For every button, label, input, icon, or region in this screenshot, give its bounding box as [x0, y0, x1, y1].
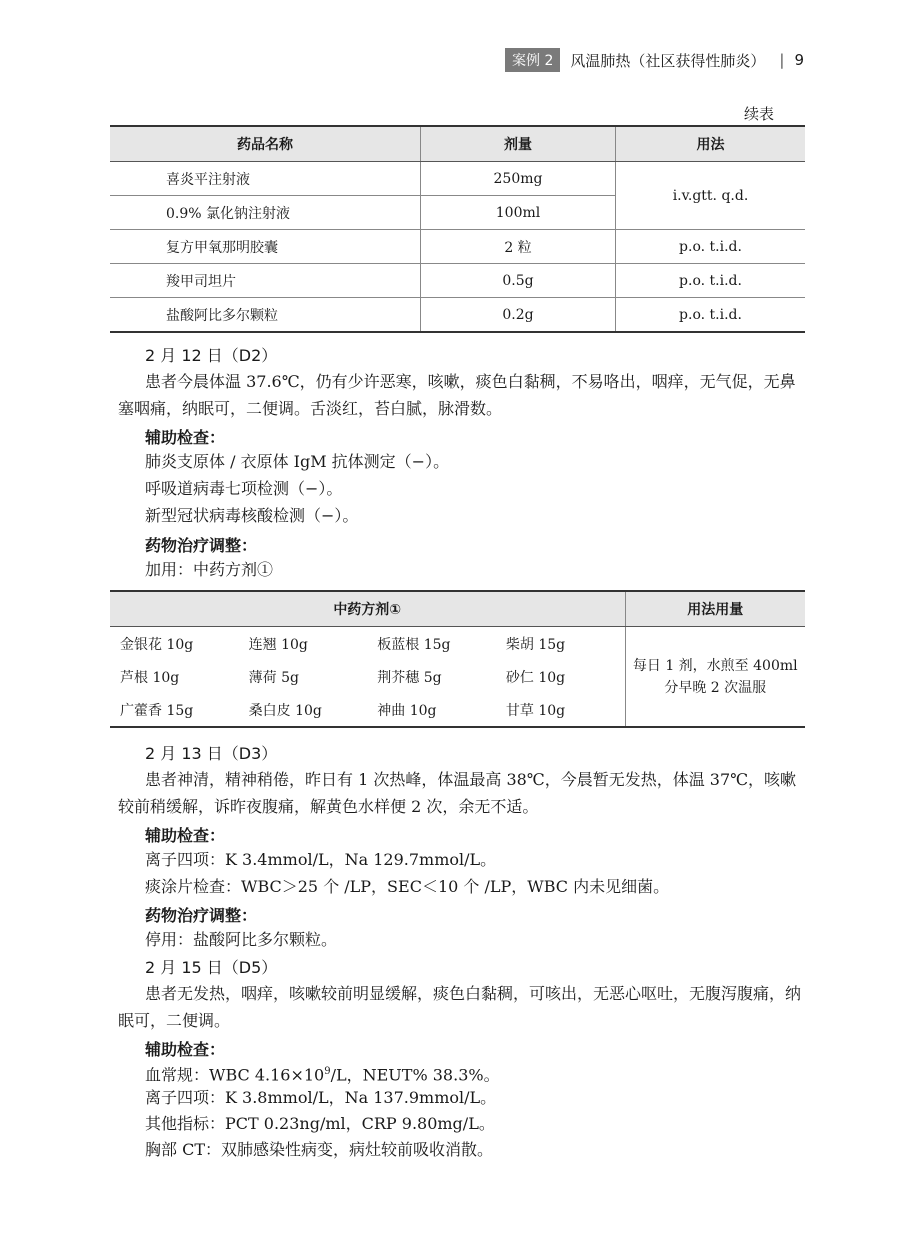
- drug-name: 0.9% 氯化钠注射液: [110, 196, 421, 230]
- drug-dose: 0.5g: [421, 264, 616, 298]
- d5-aux-title: 辅助检查：: [145, 1040, 226, 1059]
- col-header-usage: 用法用量: [625, 591, 805, 627]
- d2-adjust: 加用：中药方剂①: [145, 560, 274, 579]
- d2-aux-line: 肺炎支原体 / 衣原体 IgM 抗体测定（−）。: [145, 452, 450, 471]
- table-row: [110, 230, 805, 264]
- drug-usage: p.o. t.i.d.: [616, 230, 806, 264]
- table-row: [110, 162, 805, 196]
- herb-item: 砂仁 10g: [505, 669, 566, 686]
- d3-narrative: 患者神清，精神稍倦，昨日有 1 次热峰，体温最高 38℃，今晨暂无发热，体温 37℃，咳嗽较前稍缓解，诉昨夜腹痛，解黄色水样便 2 次，余无不适。: [118, 770, 797, 816]
- d2-aux-line: 呼吸道病毒七项检测（−）。: [145, 479, 343, 498]
- formula-usage: [625, 627, 805, 728]
- herb-item: 薄荷 5g: [248, 669, 299, 686]
- drug-dose: 2 粒: [421, 230, 616, 264]
- table-row: [110, 298, 805, 333]
- d3-aux-title: 辅助检查：: [145, 826, 226, 845]
- col-header-dose: 剂量: [421, 126, 616, 162]
- col-header-formula: 中药方剂①: [110, 591, 625, 627]
- usage-line: 分早晚 2 次温服: [664, 679, 767, 696]
- continued-label: 续表: [743, 105, 774, 123]
- running-header: [505, 48, 804, 72]
- chapter-title: 风温肺热（社区获得性肺炎）: [570, 51, 766, 70]
- d2-aux-line: 新型冠状病毒核酸检测（−）。: [145, 506, 359, 525]
- herb-item: 连翘 10g: [248, 636, 308, 653]
- drug-usage: p.o. t.i.d.: [616, 298, 806, 333]
- header-divider: |: [779, 51, 785, 69]
- d2-aux-title: 辅助检查：: [145, 428, 226, 447]
- herb-item: 荆芥穗 5g: [377, 669, 442, 686]
- exponent: 9: [324, 1066, 331, 1077]
- herb-item: 板蓝根 15g: [377, 636, 451, 653]
- d5-date-heading: 2 月 15 日（D5）: [145, 958, 278, 977]
- case-badge: 案例 2: [505, 48, 560, 72]
- d2-date-heading: 2 月 12 日（D2）: [145, 346, 278, 365]
- herb-item: 芦根 10g: [120, 669, 180, 686]
- drug-dose: 0.2g: [421, 298, 616, 333]
- herb-item: 广藿香 15g: [120, 702, 194, 719]
- herb-item: 甘草 10g: [505, 702, 566, 719]
- drug-name: 复方甲氧那明胶囊: [110, 230, 421, 264]
- table-row: [110, 627, 805, 661]
- drug-dose: 250mg: [421, 162, 616, 196]
- drug-usage: i.v.gtt. q.d.: [616, 162, 806, 230]
- drug-dose: 100ml: [421, 196, 616, 230]
- d3-aux-line: 离子四项：K 3.4mmol/L，Na 129.7mmol/L。: [145, 850, 497, 869]
- herb-item: 神曲 10g: [377, 702, 437, 719]
- d5-aux-line: 胸部 CT：双肺感染性病变，病灶较前吸收消散。: [145, 1140, 494, 1159]
- blood-routine-text: /L，NEUT% 38.3%。: [330, 1065, 500, 1085]
- d3-aux-line: 痰涂片检查：WBC＞25 个 /LP，SEC＜10 个 /LP，WBC 内未见细菌。: [145, 877, 670, 896]
- col-header-usage: 用法: [616, 126, 806, 162]
- d3-adjust-title: 药物治疗调整：: [145, 906, 258, 925]
- medication-table: [110, 125, 805, 333]
- blood-routine-text: 血常规：WBC 4.16×10: [145, 1065, 325, 1085]
- usage-line: 每日 1 剂，水煎至 400ml: [632, 657, 798, 674]
- drug-name: 喜炎平注射液: [110, 162, 421, 196]
- drug-name: 羧甲司坦片: [110, 264, 421, 298]
- table-row: [110, 264, 805, 298]
- herb-item: 柴胡 15g: [505, 636, 566, 653]
- d5-aux-line: 其他指标：PCT 0.23ng/ml，CRP 9.80mg/L。: [145, 1114, 495, 1133]
- col-header-drug: 药品名称: [110, 126, 421, 162]
- drug-name: 盐酸阿比多尔颗粒: [110, 298, 421, 333]
- d5-narrative: 患者无发热，咽痒，咳嗽较前明显缓解，痰色白黏稠，可咳出，无恶心呕吐，无腹泻腹痛，纳眠可，二便调。: [118, 984, 802, 1030]
- herb-item: 金银花 10g: [120, 636, 194, 653]
- d3-adjust: 停用：盐酸阿比多尔颗粒。: [145, 930, 338, 949]
- d2-adjust-title: 药物治疗调整：: [145, 536, 258, 555]
- d2-narrative: 患者今晨体温 37.6℃，仍有少许恶寒，咳嗽，痰色白黏稠，不易咯出，咽痒，无气促，无鼻塞咽痛，纳眠可，二便调。舌淡红，苔白腻，脉滑数。: [118, 372, 796, 418]
- herb-item: 桑白皮 10g: [248, 702, 322, 719]
- drug-usage: p.o. t.i.d.: [616, 264, 806, 298]
- herbal-formula-table: [110, 590, 805, 728]
- d3-date-heading: 2 月 13 日（D3）: [145, 744, 278, 763]
- page-number: 9: [794, 51, 804, 69]
- d5-aux-line: 离子四项：K 3.8mmol/L，Na 137.9mmol/L。: [145, 1088, 497, 1107]
